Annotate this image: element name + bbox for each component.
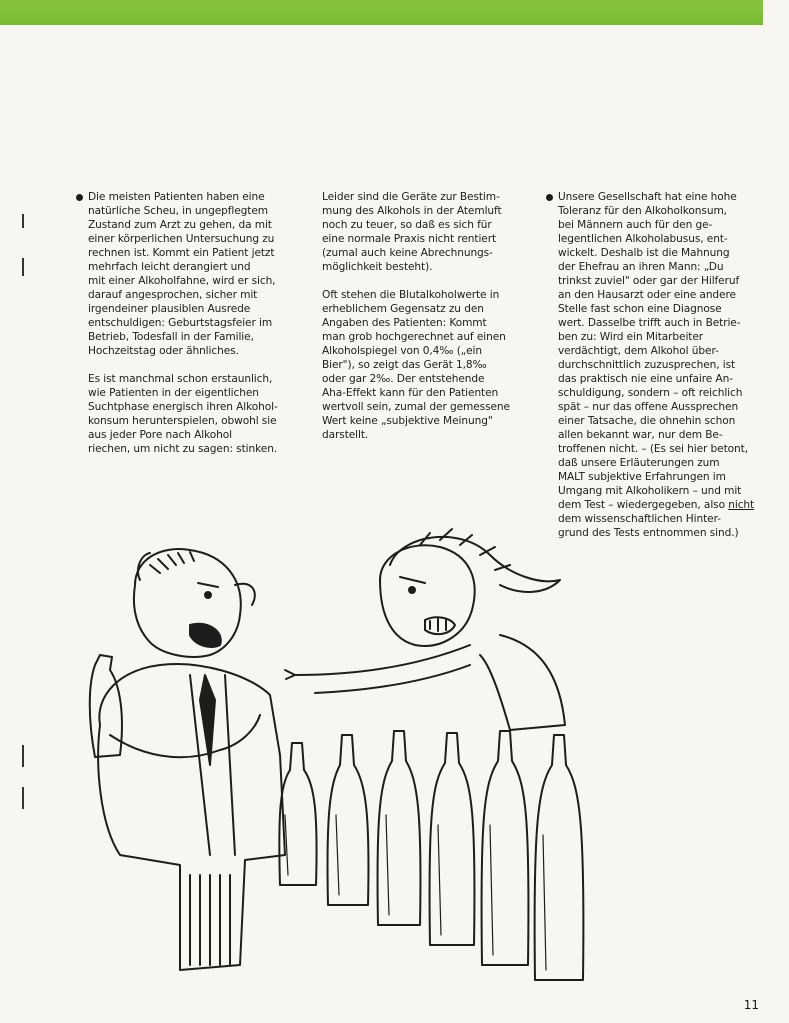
text-column-3	[558, 190, 764, 540]
margin-mark	[22, 745, 24, 767]
top-color-bar	[0, 0, 763, 25]
emphasis-text: nicht	[728, 499, 755, 511]
paragraph: Oft stehen die Blutalkoholwerte in erheblichem Gegensatz zu den Angaben des Patienten: Kommt man grob hochgerechnet auf einen Alkoholspiegel von 0,4‰ („ein Bier"), so zeigt das Gerät 1,8‰ oder gar 2‰. Der entstehende Aha-Effekt kann für den Patienten wertvoll sein, zumal der gemessene Wert keine „subjektive Meinung" darstellt.	[322, 289, 510, 441]
margin-mark	[22, 214, 24, 228]
bullet-icon	[546, 194, 553, 201]
bullet-icon	[76, 194, 83, 201]
text-column-2	[322, 190, 527, 442]
paragraph: Die meisten Patienten haben eine natürliche Scheu, in ungepflegtem Zustand zum Arzt zu gehen, da mit einer körperlichen Untersuchung zu rechnen ist. Kommt ein Patient jetzt mehrfach leicht derangiert und mit einer Alkoholfahne, wird er sich, darauf angesprochen, sicher mit irgendeiner plausiblen Ausrede entschuldigen: Geburtstagsfeier im Betrieb, Todesfall in der Familie, Hochzeitstag oder ähnliches.	[88, 191, 276, 357]
paragraph: Leider sind die Geräte zur Bestim- mung des Alkohols in der Atemluft noch zu teuer, so daß es sich für eine normale Praxis nicht rentiert (zumal auch keine Abrechnungs- möglichkeit besteht).	[322, 191, 502, 273]
paragraph-text: Unsere Gesellschaft hat eine hohe Toleranz für den Alkoholkonsum, bei Männern auch für den ge- legentlichen Alkoholabusus, ent- wickelt. Deshalb ist die Mahnung der Ehefrau an ihren Mann: „Du trinkst zuviel" oder gar der Hilferuf an den Hausarzt oder eine andere Stelle fast schon eine Diagnose wert. Dasselbe trifft auch in Betrie- ben zu: Wird ein Mitarbeiter verdächtigt, dem Alkohol über- durchschnittlich zuzusprechen, ist das praktisch nie eine unfaire An- schuldigung, sondern – oft reichlich spät – nur das offene Aussprechen einer Tatsache, die ohnehin schon allen bekannt war, nur dem Be- troffenen nicht. – (Es sei hier betont, daß unsere Erläuterungen zum MALT subjektive Erfahrungen im Umgang mit Alkoholikern – und mit dem Test – wiedergegeben, also	[558, 191, 748, 511]
margin-mark	[22, 787, 24, 809]
paragraph	[558, 190, 764, 540]
page-number: 11	[743, 998, 759, 1012]
text-column-1	[88, 190, 298, 456]
margin-mark	[22, 258, 24, 276]
paragraph-text: dem wissenschaftlichen Hinter- grund des Tests entnommen sind.)	[558, 513, 739, 539]
paragraph: Es ist manchmal schon erstaunlich, wie Patienten in der eigentlichen Suchtphase energisch ihren Alkohol- konsum herunterspielen, obwohl sie aus jeder Pore nach Alkohol riechen, um nicht zu sagen: stinken.	[88, 373, 278, 455]
cartoon-bottles-icon	[40, 525, 640, 1005]
